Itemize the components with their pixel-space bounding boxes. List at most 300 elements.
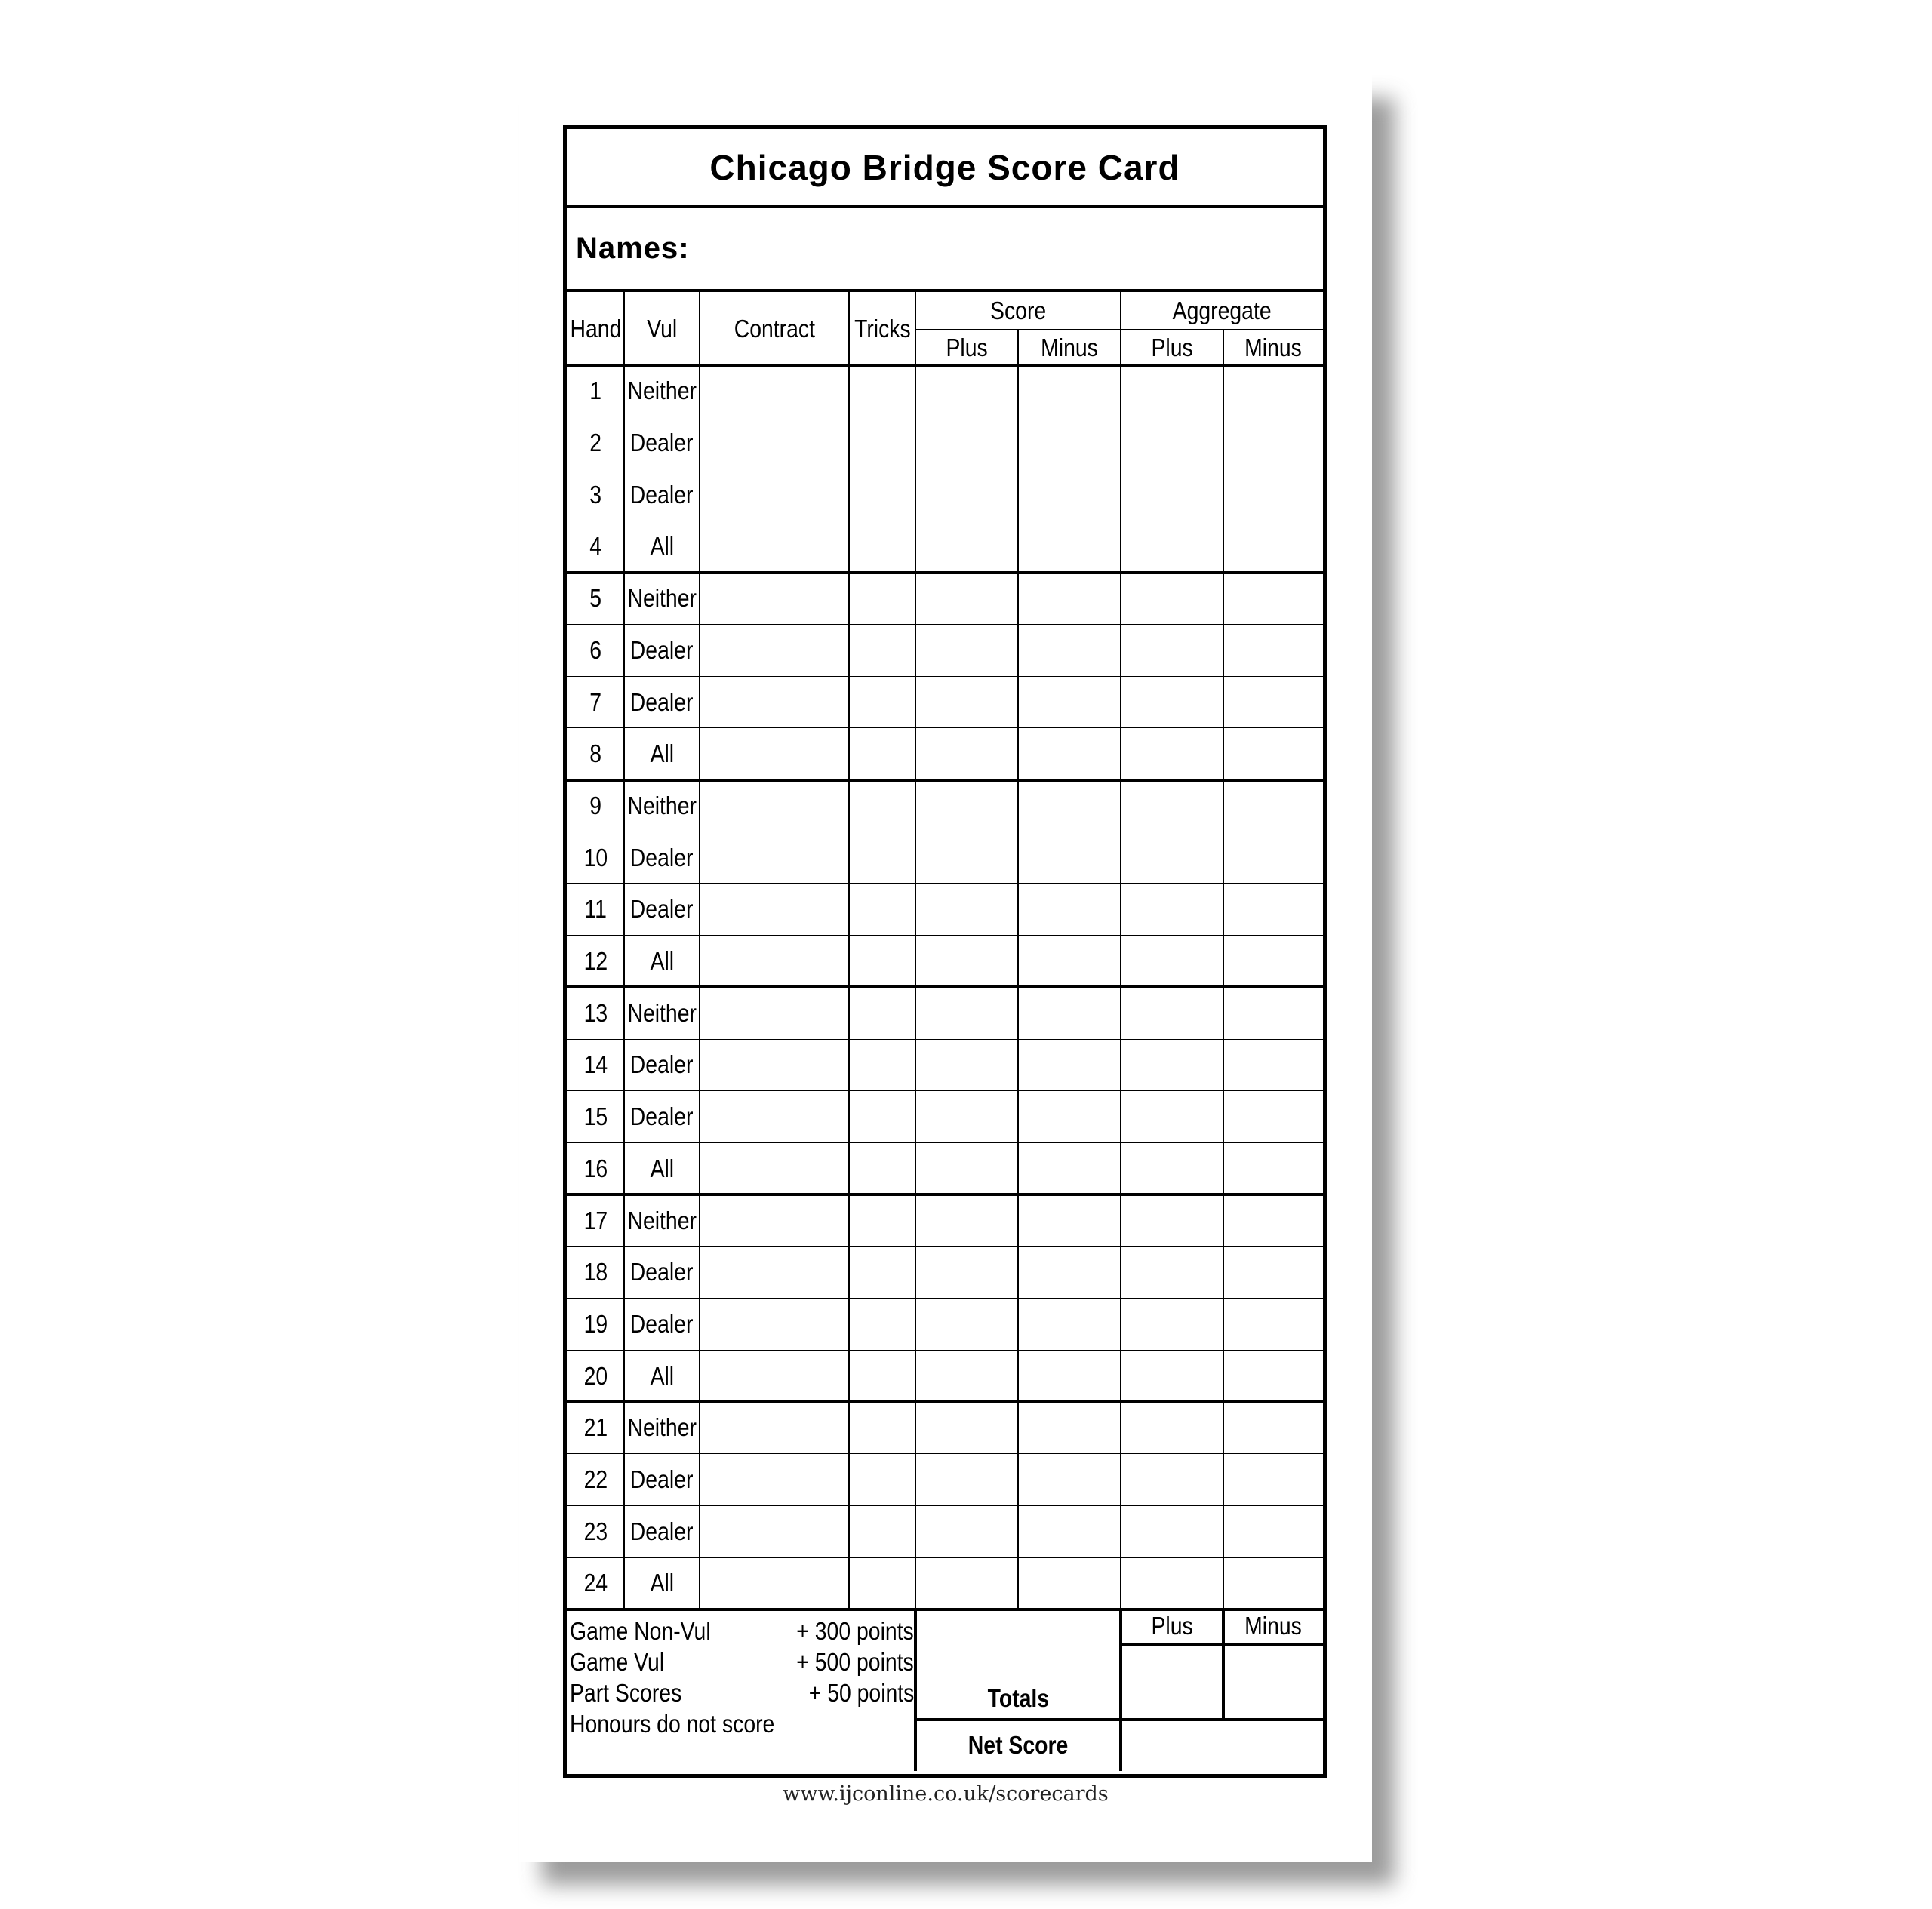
contract-cell[interactable] <box>700 469 849 521</box>
vulnerability <box>624 1091 700 1143</box>
scoring-rule-points-text: + 50 points <box>808 1678 914 1707</box>
vulnerability-text: Neither <box>627 377 697 405</box>
vulnerability-text: Dealer <box>630 1309 694 1338</box>
tricks-cell[interactable] <box>849 417 915 469</box>
contract-cell[interactable] <box>700 1557 849 1609</box>
aggregate-plus-cell[interactable] <box>1121 1557 1223 1609</box>
col-header-hand <box>567 292 624 365</box>
col-header-tricks-text: Tricks <box>854 314 911 343</box>
contract-cell[interactable] <box>700 676 849 728</box>
totals-minus-cell[interactable] <box>1223 1646 1323 1718</box>
tricks-cell[interactable] <box>849 1194 915 1247</box>
totals-minus-header <box>1223 1609 1323 1643</box>
score-plus-cell[interactable] <box>915 728 1018 780</box>
aggregate-minus-cell[interactable] <box>1223 625 1323 677</box>
aggregate-plus-cell[interactable] <box>1121 1039 1223 1091</box>
aggregate-plus-cell[interactable] <box>1121 936 1223 988</box>
tricks-cell[interactable] <box>849 625 915 677</box>
vulnerability-text: Neither <box>627 791 697 819</box>
tricks-cell[interactable] <box>849 1402 915 1454</box>
vulnerability <box>624 936 700 988</box>
hand-number <box>567 1350 624 1402</box>
hand-number-text: 18 <box>583 1258 608 1286</box>
net-score-cell[interactable] <box>1121 1721 1323 1769</box>
vulnerability-text: Dealer <box>630 635 694 664</box>
vulnerability-text: All <box>650 947 674 976</box>
score-plus-cell[interactable] <box>915 987 1018 1039</box>
contract-cell[interactable] <box>700 884 849 936</box>
aggregate-minus-cell[interactable] <box>1223 1143 1323 1195</box>
hand-number-text: 22 <box>583 1465 608 1494</box>
hand-number-text: 20 <box>583 1361 608 1390</box>
score-minus-cell[interactable] <box>1018 1039 1121 1091</box>
hand-number <box>567 1091 624 1143</box>
score-plus-cell[interactable] <box>915 676 1018 728</box>
aggregate-minus-cell[interactable] <box>1223 521 1323 573</box>
hand-number-text: 9 <box>589 791 601 819</box>
aggregate-minus-cell[interactable] <box>1223 1557 1323 1609</box>
hand-number-text: 10 <box>583 843 608 872</box>
column-divider <box>623 292 625 1609</box>
score-plus-cell[interactable] <box>915 1143 1018 1195</box>
contract-cell[interactable] <box>700 521 849 573</box>
score-plus-cell[interactable] <box>915 936 1018 988</box>
group-divider <box>567 571 1323 574</box>
contract-cell[interactable] <box>700 936 849 988</box>
aggregate-minus-cell[interactable] <box>1223 1299 1323 1351</box>
row-divider <box>567 624 1323 625</box>
aggregate-minus-cell[interactable] <box>1223 1505 1323 1557</box>
vulnerability <box>624 1350 700 1402</box>
hand-number <box>567 987 624 1039</box>
vulnerability <box>624 884 700 936</box>
score-plus-cell[interactable] <box>915 1247 1018 1299</box>
score-minus-cell[interactable] <box>1018 884 1121 936</box>
tricks-cell[interactable] <box>849 1557 915 1609</box>
row-divider <box>567 1453 1323 1454</box>
aggregate-minus-cell[interactable] <box>1223 884 1323 936</box>
contract-cell[interactable] <box>700 1091 849 1143</box>
aggregate-plus-cell[interactable] <box>1121 625 1223 677</box>
vulnerability <box>624 1143 700 1195</box>
col-header-vul-text: Vul <box>647 314 677 343</box>
score-plus-cell[interactable] <box>915 1194 1018 1247</box>
score-minus-cell[interactable] <box>1018 1505 1121 1557</box>
aggregate-plus-cell[interactable] <box>1121 573 1223 625</box>
vulnerability <box>624 780 700 832</box>
aggregate-plus-cell[interactable] <box>1121 521 1223 573</box>
row-divider <box>567 1090 1323 1091</box>
score-minus-cell[interactable] <box>1018 1454 1121 1506</box>
row-divider <box>567 1246 1323 1247</box>
vulnerability-text: Dealer <box>630 1517 694 1545</box>
totals-plus-header-text: Plus <box>1151 1611 1193 1640</box>
scoring-rule-label-text: Game Vul <box>570 1647 665 1676</box>
score-minus-cell[interactable] <box>1018 365 1121 417</box>
names-field[interactable] <box>567 208 1323 292</box>
hand-number <box>567 365 624 417</box>
col-header-aggregate-plus-text: Plus <box>1151 333 1193 361</box>
contract-cell[interactable] <box>700 625 849 677</box>
hand-number <box>567 417 624 469</box>
col-header-contract-text: Contract <box>734 314 815 343</box>
row-divider <box>567 1142 1323 1143</box>
totals-minus-header-text: Minus <box>1244 1611 1302 1640</box>
score-minus-cell[interactable] <box>1018 469 1121 521</box>
col-header-aggregate-minus <box>1223 330 1323 365</box>
contract-cell[interactable] <box>700 1039 849 1091</box>
totals-plus-header <box>1121 1609 1223 1643</box>
score-minus-cell[interactable] <box>1018 521 1121 573</box>
website-url: www.ijconline.co.uk/scorecards <box>783 1782 1109 1806</box>
row-divider <box>567 1505 1323 1506</box>
aggregate-plus-cell[interactable] <box>1121 780 1223 832</box>
vulnerability <box>624 832 700 884</box>
hand-number <box>567 1247 624 1299</box>
vulnerability <box>624 1454 700 1506</box>
hand-number-text: 5 <box>589 584 601 613</box>
vulnerability <box>624 573 700 625</box>
aggregate-plus-cell[interactable] <box>1121 1247 1223 1299</box>
tricks-cell[interactable] <box>849 1091 915 1143</box>
hand-number <box>567 936 624 988</box>
totals-label <box>915 1677 1121 1720</box>
aggregate-minus-cell[interactable] <box>1223 365 1323 417</box>
aggregate-plus-cell[interactable] <box>1121 1299 1223 1351</box>
contract-cell[interactable] <box>700 987 849 1039</box>
tricks-cell[interactable] <box>849 936 915 988</box>
contract-cell[interactable] <box>700 1454 849 1506</box>
score-minus-cell[interactable] <box>1018 936 1121 988</box>
aggregate-plus-cell[interactable] <box>1121 1402 1223 1454</box>
hand-number-text: 16 <box>583 1154 608 1182</box>
score-minus-cell[interactable] <box>1018 1091 1121 1143</box>
hand-number-text: 4 <box>589 532 601 561</box>
contract-cell[interactable] <box>700 1505 849 1557</box>
score-plus-cell[interactable] <box>915 1039 1018 1091</box>
scoring-rule-points-text: + 500 points <box>796 1647 914 1676</box>
column-divider <box>699 292 700 1609</box>
hand-number-text: 15 <box>583 1102 608 1131</box>
column-divider <box>915 292 916 1609</box>
header-subdivider <box>915 329 1323 330</box>
tricks-cell[interactable] <box>849 987 915 1039</box>
hand-number <box>567 832 624 884</box>
contract-cell[interactable] <box>700 573 849 625</box>
honours-note <box>570 1710 808 1738</box>
contract-cell[interactable] <box>700 1247 849 1299</box>
aggregate-plus-cell[interactable] <box>1121 417 1223 469</box>
hand-number-text: 6 <box>589 635 601 664</box>
aggregate-plus-cell[interactable] <box>1121 1454 1223 1506</box>
tricks-cell[interactable] <box>849 780 915 832</box>
vulnerability-text: All <box>650 739 674 768</box>
score-plus-cell[interactable] <box>915 573 1018 625</box>
aggregate-plus-cell[interactable] <box>1121 832 1223 884</box>
vulnerability-text: Dealer <box>630 843 694 872</box>
group-divider <box>567 985 1323 988</box>
vulnerability-text: Dealer <box>630 895 694 924</box>
col-header-aggregate-text: Aggregate <box>1172 297 1272 324</box>
hand-number <box>567 1039 624 1091</box>
score-minus-cell[interactable] <box>1018 1350 1121 1402</box>
vulnerability <box>624 1299 700 1351</box>
score-minus-cell[interactable] <box>1018 1557 1121 1609</box>
hand-number <box>567 676 624 728</box>
column-divider <box>848 292 850 1609</box>
col-header-score-text: Score <box>989 297 1047 324</box>
aggregate-minus-cell[interactable] <box>1223 469 1323 521</box>
contract-cell[interactable] <box>700 1299 849 1351</box>
contract-cell[interactable] <box>700 1143 849 1195</box>
aggregate-minus-cell[interactable] <box>1223 573 1323 625</box>
contract-cell[interactable] <box>700 728 849 780</box>
aggregate-minus-cell[interactable] <box>1223 1247 1323 1299</box>
hand-number <box>567 521 624 573</box>
contract-cell[interactable] <box>700 1194 849 1247</box>
contract-cell[interactable] <box>700 365 849 417</box>
aggregate-plus-cell[interactable] <box>1121 469 1223 521</box>
vulnerability-text: Dealer <box>630 687 694 716</box>
col-header-score <box>915 292 1121 330</box>
score-plus-cell[interactable] <box>915 417 1018 469</box>
score-minus-cell[interactable] <box>1018 832 1121 884</box>
header-bottom-rule <box>567 364 1323 367</box>
score-plus-cell[interactable] <box>915 1299 1018 1351</box>
vulnerability-text: Dealer <box>630 429 694 457</box>
score-plus-cell[interactable] <box>915 625 1018 677</box>
vulnerability-text: Neither <box>627 998 697 1027</box>
tricks-cell[interactable] <box>849 676 915 728</box>
aggregate-minus-cell[interactable] <box>1223 1454 1323 1506</box>
scoring-rule-label-text: Part Scores <box>570 1678 682 1707</box>
row-divider <box>567 676 1323 677</box>
col-header-tricks <box>849 292 915 365</box>
col-header-score-minus-text: Minus <box>1041 333 1098 361</box>
scoring-rule-label <box>570 1679 700 1708</box>
tricks-cell[interactable] <box>849 1039 915 1091</box>
group-divider <box>567 779 1323 782</box>
tricks-cell[interactable] <box>849 1454 915 1506</box>
score-plus-cell[interactable] <box>915 365 1018 417</box>
row-divider <box>567 1039 1323 1040</box>
hand-number-text: 8 <box>589 739 601 768</box>
aggregate-plus-cell[interactable] <box>1121 1091 1223 1143</box>
score-minus-cell[interactable] <box>1018 1402 1121 1454</box>
score-plus-cell[interactable] <box>915 1454 1018 1506</box>
tricks-cell[interactable] <box>849 1350 915 1402</box>
row-divider <box>567 883 1323 884</box>
vulnerability <box>624 625 700 677</box>
hand-number-text: 11 <box>584 895 607 924</box>
scoring-rule-points <box>777 1617 914 1646</box>
card-title: Chicago Bridge Score Card <box>567 129 1323 208</box>
col-header-aggregate-minus-text: Minus <box>1244 333 1302 361</box>
hand-number-text: 2 <box>589 429 601 457</box>
vulnerability <box>624 1194 700 1247</box>
contract-cell[interactable] <box>700 417 849 469</box>
totals-label-text: Totals <box>987 1683 1049 1712</box>
group-divider <box>567 1193 1323 1196</box>
vulnerability-text: Dealer <box>630 1258 694 1286</box>
tricks-cell[interactable] <box>849 1505 915 1557</box>
vulnerability-text: All <box>650 532 674 561</box>
row-divider <box>567 1298 1323 1299</box>
hand-number-text: 13 <box>583 998 608 1027</box>
aggregate-minus-cell[interactable] <box>1223 676 1323 728</box>
score-minus-cell[interactable] <box>1018 987 1121 1039</box>
vulnerability-text: All <box>650 1154 674 1182</box>
net-score-label <box>915 1721 1121 1769</box>
aggregate-minus-cell[interactable] <box>1223 728 1323 780</box>
contract-cell[interactable] <box>700 832 849 884</box>
vulnerability-text: Neither <box>627 1413 697 1442</box>
row-divider <box>567 727 1323 728</box>
aggregate-minus-cell[interactable] <box>1223 1194 1323 1247</box>
hand-number-text: 7 <box>589 687 601 716</box>
vulnerability-text: All <box>650 1569 674 1597</box>
hand-number <box>567 1505 624 1557</box>
tricks-cell[interactable] <box>849 573 915 625</box>
vulnerability <box>624 1247 700 1299</box>
col-header-hand-text: Hand <box>570 314 621 343</box>
score-minus-cell[interactable] <box>1018 1299 1121 1351</box>
score-minus-cell[interactable] <box>1018 780 1121 832</box>
vulnerability-text: Dealer <box>630 480 694 509</box>
vulnerability-text: Dealer <box>630 1102 694 1131</box>
tricks-cell[interactable] <box>849 728 915 780</box>
aggregate-minus-cell[interactable] <box>1223 936 1323 988</box>
vulnerability <box>624 1402 700 1454</box>
totals-plus-cell[interactable] <box>1121 1646 1223 1718</box>
aggregate-minus-cell[interactable] <box>1223 780 1323 832</box>
hand-number <box>567 884 624 936</box>
aggregate-plus-cell[interactable] <box>1121 1194 1223 1247</box>
hand-number <box>567 1143 624 1195</box>
aggregate-minus-cell[interactable] <box>1223 1091 1323 1143</box>
tricks-cell[interactable] <box>849 884 915 936</box>
score-minus-cell[interactable] <box>1018 1143 1121 1195</box>
vulnerability <box>624 1039 700 1091</box>
hand-number <box>567 625 624 677</box>
hand-number-text: 17 <box>583 1206 608 1234</box>
col-header-contract <box>700 292 849 365</box>
aggregate-plus-cell[interactable] <box>1121 884 1223 936</box>
score-plus-cell[interactable] <box>915 469 1018 521</box>
vulnerability-text: Neither <box>627 584 697 613</box>
contract-cell[interactable] <box>700 1350 849 1402</box>
aggregate-minus-cell[interactable] <box>1223 1039 1323 1091</box>
score-minus-cell[interactable] <box>1018 1247 1121 1299</box>
score-plus-cell[interactable] <box>915 521 1018 573</box>
aggregate-plus-cell[interactable] <box>1121 1505 1223 1557</box>
vulnerability <box>624 365 700 417</box>
scoring-rule-label <box>570 1648 680 1677</box>
aggregate-plus-cell[interactable] <box>1121 728 1223 780</box>
hand-number-text: 19 <box>583 1309 608 1338</box>
score-minus-cell[interactable] <box>1018 1194 1121 1247</box>
hand-number-text: 3 <box>589 480 601 509</box>
col-header-score-minus <box>1018 330 1121 365</box>
hand-number-text: 12 <box>583 947 608 976</box>
hand-number-text: 21 <box>583 1413 608 1442</box>
tricks-cell[interactable] <box>849 832 915 884</box>
scoring-rule-label-text: Game Non-Vul <box>570 1616 711 1645</box>
contract-cell[interactable] <box>700 780 849 832</box>
aggregate-minus-cell[interactable] <box>1223 417 1323 469</box>
score-minus-cell[interactable] <box>1018 728 1121 780</box>
hand-number <box>567 728 624 780</box>
vulnerability <box>624 728 700 780</box>
vulnerability <box>624 987 700 1039</box>
aggregate-minus-cell[interactable] <box>1223 1350 1323 1402</box>
aggregate-plus-cell[interactable] <box>1121 676 1223 728</box>
aggregate-minus-cell[interactable] <box>1223 1402 1323 1454</box>
tricks-cell[interactable] <box>849 1299 915 1351</box>
tricks-cell[interactable] <box>849 1247 915 1299</box>
score-minus-cell[interactable] <box>1018 676 1121 728</box>
hand-number-text: 23 <box>583 1517 608 1545</box>
vulnerability <box>624 1557 700 1609</box>
score-plus-cell[interactable] <box>915 780 1018 832</box>
hand-number <box>567 573 624 625</box>
vulnerability-text: All <box>650 1361 674 1390</box>
row-divider <box>567 1557 1323 1558</box>
score-minus-cell[interactable] <box>1018 625 1121 677</box>
vulnerability-text: Dealer <box>630 1050 694 1079</box>
score-plus-cell[interactable] <box>915 1557 1018 1609</box>
names-label: Names: <box>576 232 690 265</box>
score-plus-cell[interactable] <box>915 884 1018 936</box>
row-divider <box>567 935 1323 936</box>
scoring-rule-label <box>570 1617 734 1646</box>
score-plus-cell[interactable] <box>915 1402 1018 1454</box>
hand-number-text: 1 <box>589 377 601 405</box>
scoring-rule-points <box>792 1679 914 1708</box>
aggregate-plus-cell[interactable] <box>1121 1143 1223 1195</box>
tricks-cell[interactable] <box>849 365 915 417</box>
vulnerability <box>624 521 700 573</box>
tricks-cell[interactable] <box>849 521 915 573</box>
col-header-score-plus-text: Plus <box>946 333 988 361</box>
score-plus-cell[interactable] <box>915 1350 1018 1402</box>
tricks-cell[interactable] <box>849 1143 915 1195</box>
score-plus-cell[interactable] <box>915 1505 1018 1557</box>
score-minus-cell[interactable] <box>1018 417 1121 469</box>
col-header-vul <box>624 292 700 365</box>
score-plus-cell[interactable] <box>915 1091 1018 1143</box>
net-score-label-text: Net Score <box>968 1730 1069 1759</box>
vulnerability <box>624 417 700 469</box>
hand-number <box>567 469 624 521</box>
hand-number <box>567 1557 624 1609</box>
score-plus-cell[interactable] <box>915 832 1018 884</box>
score-minus-cell[interactable] <box>1018 573 1121 625</box>
col-header-aggregate-plus <box>1121 330 1223 365</box>
col-header-score-plus <box>915 330 1018 365</box>
aggregate-plus-cell[interactable] <box>1121 987 1223 1039</box>
contract-cell[interactable] <box>700 1402 849 1454</box>
row-divider <box>567 1350 1323 1351</box>
hand-number <box>567 780 624 832</box>
aggregate-minus-cell[interactable] <box>1223 832 1323 884</box>
score-card <box>519 75 1372 1862</box>
aggregate-minus-cell[interactable] <box>1223 987 1323 1039</box>
tricks-cell[interactable] <box>849 469 915 521</box>
hand-number-text: 14 <box>583 1050 608 1079</box>
aggregate-plus-cell[interactable] <box>1121 1350 1223 1402</box>
aggregate-plus-cell[interactable] <box>1121 365 1223 417</box>
